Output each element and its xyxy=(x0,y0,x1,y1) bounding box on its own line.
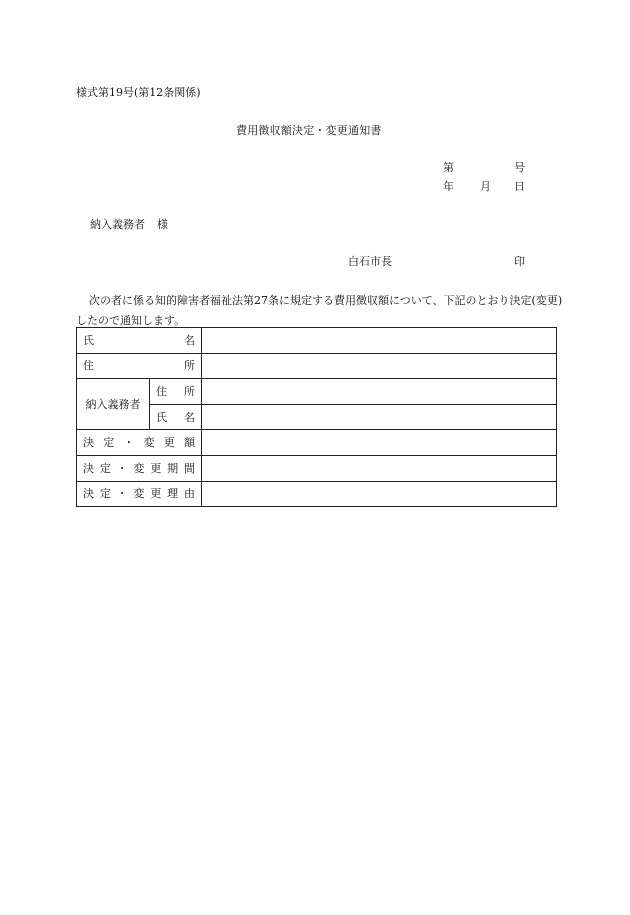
recipient-line xyxy=(90,219,168,230)
label-obligor-name xyxy=(150,404,202,430)
value-decision-reason[interactable] xyxy=(202,481,557,507)
label-spread: 住 所 xyxy=(156,384,195,398)
value-obligor-address[interactable] xyxy=(202,379,557,405)
recipient-honorific: 様 xyxy=(157,218,168,231)
label-obligor-address xyxy=(150,379,202,405)
label-spread: 氏 名 xyxy=(156,410,195,424)
date-day-label: 日 xyxy=(514,180,525,193)
recipient-name: 納入義務者 xyxy=(90,218,145,231)
label-decision-amount xyxy=(77,430,202,456)
value-name[interactable] xyxy=(202,328,557,354)
label-name xyxy=(77,328,202,354)
table-row-obligor-address xyxy=(77,379,557,405)
label-spread: 住 所 xyxy=(83,359,195,373)
date-month-label: 月 xyxy=(480,180,491,193)
label-decision-period xyxy=(77,455,202,481)
label-spread: 決 定 ・ 変 更 理 由 xyxy=(83,487,195,501)
table-row-address xyxy=(77,353,557,379)
label-spread: 決 定 ・ 変 更 期 間 xyxy=(83,461,195,475)
seal-mark: 印 xyxy=(514,255,525,268)
table-row-decision-amount xyxy=(77,430,557,456)
value-decision-period[interactable] xyxy=(202,455,557,481)
label-spread: 氏 名 xyxy=(83,333,195,347)
value-obligor-name[interactable] xyxy=(202,404,557,430)
label-decision-reason xyxy=(77,481,202,507)
label-obligor-group: 納入義務者 xyxy=(77,379,150,430)
label-address xyxy=(77,353,202,379)
date-year-label: 年 xyxy=(443,180,454,193)
document-number-suffix: 号 xyxy=(514,161,525,174)
form-number-label: 様式第19号(第12条関係) xyxy=(76,86,201,99)
table-row-decision-period xyxy=(77,455,557,481)
document-title: 費用徴収額決定・変更通知書 xyxy=(236,124,382,137)
table-row-decision-reason xyxy=(77,481,557,507)
value-decision-amount[interactable] xyxy=(202,430,557,456)
document-number-prefix: 第 xyxy=(443,161,454,174)
value-address[interactable] xyxy=(202,353,557,379)
notice-body-text: 次の者に係る知的障害者福祉法第27条に規定する費用徴収額について、下記のとおり決定(変更) したので通知します。 xyxy=(76,294,563,327)
notice-table xyxy=(76,327,557,507)
issuer-name: 白石市長 xyxy=(348,255,392,268)
table-row-name xyxy=(77,328,557,354)
notice-body xyxy=(76,291,566,331)
label-spread: 決 定 ・ 変 更 額 xyxy=(83,436,195,450)
